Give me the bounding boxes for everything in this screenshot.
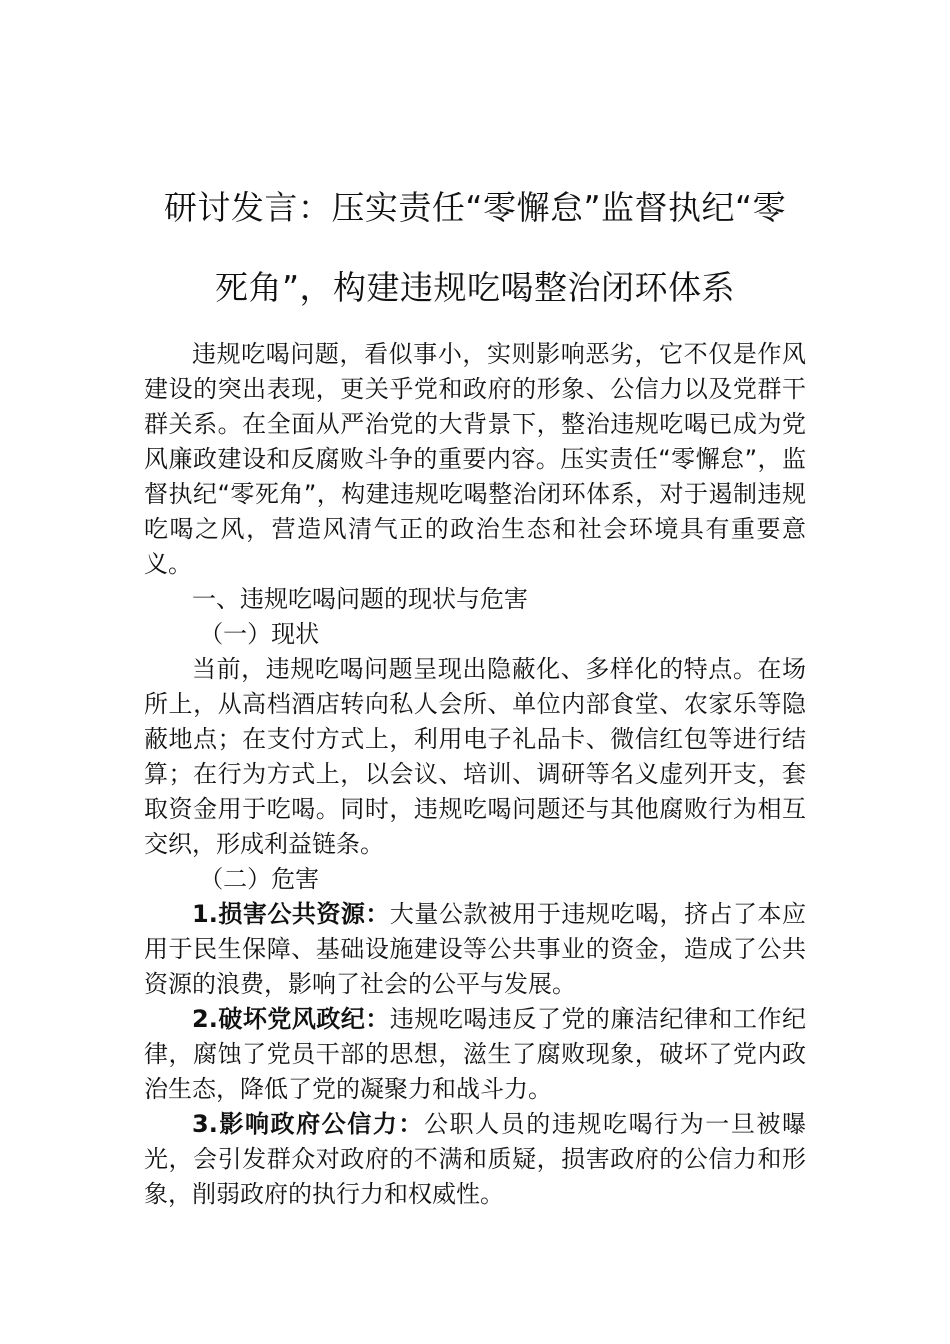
harm-item-3-text: 公职人员的违规吃喝行为一旦被曝光，会引发群众对政府的不满和质疑，损害政府的公信力和形象，削弱政府的执行力和权威性。: [144, 1110, 807, 1208]
subsection-2-heading: （二）危害: [199, 865, 320, 893]
subsection-1-heading: （一）现状: [199, 620, 320, 648]
title-line-2: 死角”，构建违规吃喝整治闭环体系: [214, 268, 736, 307]
harm-item-3-lead: 3.影响政府公信力：: [192, 1110, 424, 1138]
intro-paragraph: 违规吃喝问题，看似事小，实则影响恶劣，它不仅是作风建设的突出表现，更关乎党和政府的形象、公信力以及党群干群关系。在全面从严治党的大背景下，整治违规吃喝已成为党风廉政建设和反腐败斗争的重要内容。压实责任“零懈怠”，监督执纪“零死角”，构建违规吃喝整治闭环体系，对于遏制违规吃喝之风，营造风清气正的政治生态和社会环境具有重要意义。: [144, 340, 806, 578]
harm-item-1-lead: 1.损害公共资源：: [192, 900, 390, 928]
harm-item-2-text: 违规吃喝违反了党的廉洁纪律和工作纪律，腐蚀了党员干部的思想，滋生了腐败现象，破坏了党内政治生态，降低了党的凝聚力和战斗力。: [144, 1005, 806, 1103]
harm-item-1: [144, 897, 806, 1002]
document-body: [144, 337, 806, 1212]
harm-item-3: [144, 1107, 806, 1212]
subsection-1-paragraph: 当前，违规吃喝问题呈现出隐蔽化、多样化的特点。在场所上，从高档酒店转向私人会所、单位内部食堂、农家乐等隐蔽地点；在支付方式上，利用电子礼品卡、微信红包等进行结算；在行为方式上，以会议、培训、调研等名义虚列开支，套取资金用于吃喝。同时，违规吃喝问题还与其他腐败行为相互交织，形成利益链条。: [144, 655, 806, 858]
document-title: [138, 168, 812, 328]
harm-item-1-text: 大量公款被用于违规吃喝，挤占了本应用于民生保障、基础设施建设等公共事业的资金，造成了公共资源的浪费，影响了社会的公平与发展。: [144, 900, 806, 998]
document-page: [144, 0, 806, 1344]
harm-item-2: [144, 1002, 806, 1107]
section-1-heading: 一、违规吃喝问题的现状与危害: [192, 585, 528, 613]
title-line-1: 研讨发言：压实责任“零懈怠”监督执纪“零: [163, 188, 787, 227]
harm-item-2-lead: 2.破坏党风政纪：: [192, 1005, 390, 1033]
